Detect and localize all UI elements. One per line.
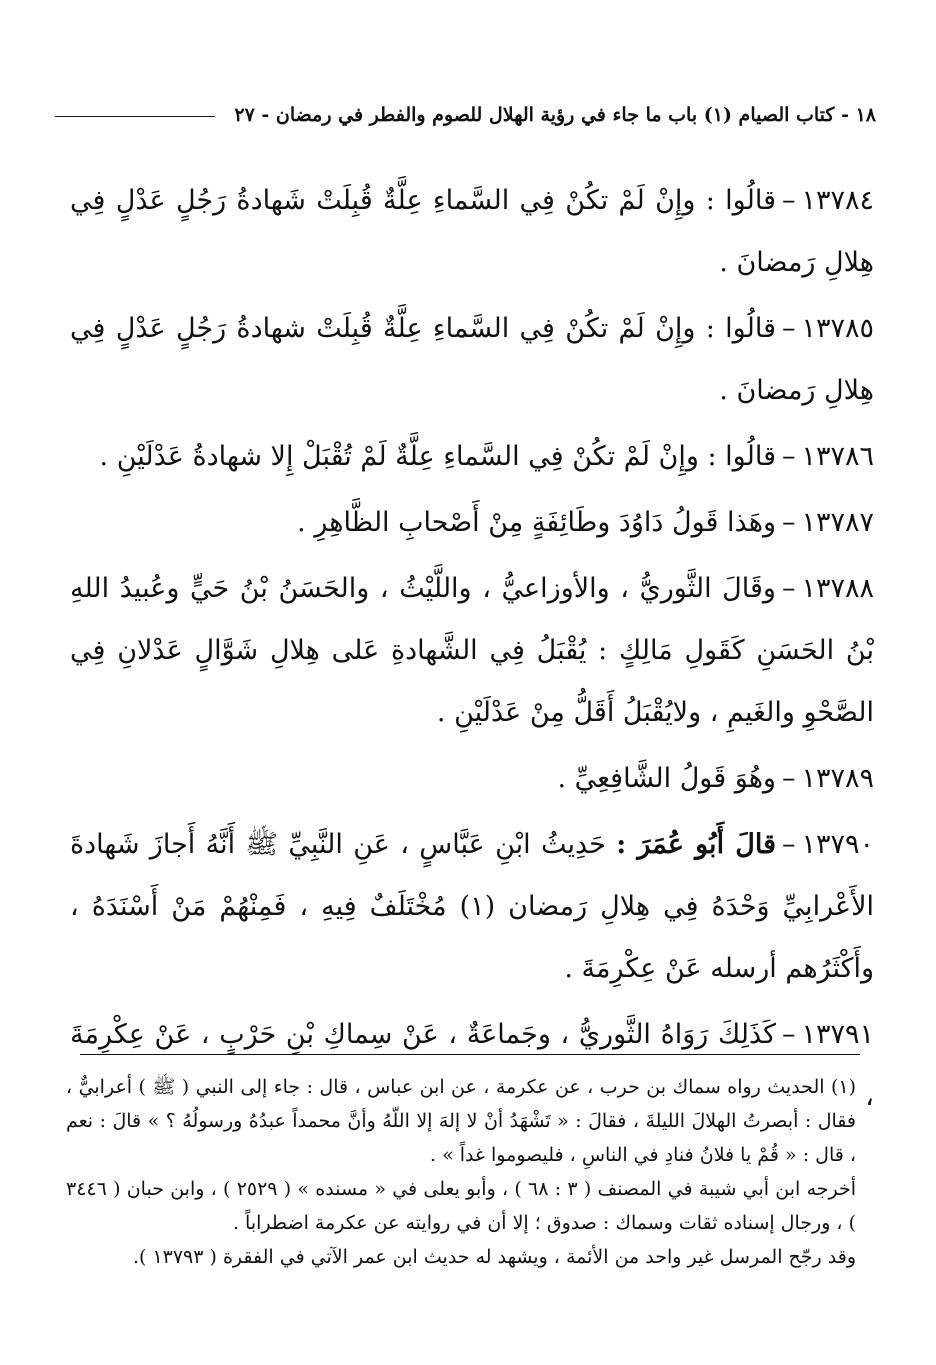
paragraph-number: ١٣٧٨٦ <box>801 441 874 472</box>
paragraph-text: كَذَلِكَ رَوَاهُ الثَّوريُّ ، وجَماعَةٌ ، عَنْ سِماكِ بْنِ حَرْبٍ ، عَنْ عِكْرِمَةَ ، <box>70 1019 874 1112</box>
paragraph-text: قالُوا : وإِنْ لَمْ تكُنْ فِي السَّماءِ عِلَّةٌ قُبِلَتْ شَهادةُ رَجُلٍ عَدْلٍ فِي هِلالِ رَمضانَ . <box>70 185 874 278</box>
footnote-note: وقد رجّح المرسل غير واحد من الأئمة ، ويشهد له حديث ابن عمر الآتي في الفقرة ( ١٣٧٩٣ ). <box>132 1246 856 1268</box>
paragraph-13784 <box>70 170 874 294</box>
paragraph-number: ١٣٧٩٠ <box>801 829 874 860</box>
paragraph-13786 <box>70 426 874 488</box>
footnote-divider <box>80 1054 860 1055</box>
paragraph-13788 <box>70 558 874 744</box>
paragraph-number: ١٣٧٨٧ <box>801 507 874 538</box>
paragraph-number: ١٣٧٨٤ <box>801 185 874 216</box>
running-header <box>55 98 876 132</box>
header-rule <box>55 116 215 117</box>
paragraph-text: حَدِيثُ ابْنِ عَبَّاسٍ ، عَنِ النَّبِيِّ ﷺ أَنَّهُ أَجازَ شَهادةَ الأَعْرابِيِّ وَحْدَهُ فِي هِلالِ رَمضان (١) مُخْتَلَفٌ فِيهِ ، فَمِنْهُمْ مَنْ أَسْنَدَهُ ، وأَكْثَرُهم أرسله عَنْ عِكْرِمَةَ . <box>70 829 874 984</box>
footnote-1: (١) الحديث رواه سماك بن حرب ، عن عكرمة ، عن ابن عباس ، قال : جاء إلى النبي ( ﷺ ) أعرابيٌّ ، فقال : أبصرتُ الهلالَ الليلةَ ، فقالَ : « تَشْهَدُ أنْ لا إلهَ إلا اللّهُ وأنَّ محمداً عبدُهُ ورسولُهُ ؟ » قالَ : نعم ، قال : « قُمْ يا فلانُ فنادِ في الناسِ ، فليصوموا غداً » . <box>66 1076 856 1166</box>
dash: – <box>781 829 796 860</box>
paragraph-number: ١٣٧٨٨ <box>801 573 874 604</box>
paragraph-13785 <box>70 298 874 422</box>
dash: – <box>781 313 796 344</box>
paragraph-number: ١٣٧٩١ <box>801 1019 874 1050</box>
paragraph-13787 <box>70 492 874 554</box>
header-text: ١٨ - كتاب الصيام (١) باب ما جاء في رؤية الهلال للصوم والفطر في رمضان - ٢٧ <box>234 104 876 126</box>
paragraph-13790 <box>70 814 874 1000</box>
dash: – <box>781 441 796 472</box>
paragraph-text: وهَذا قَولُ دَاوُدَ وطَائِفَةٍ مِنْ أَصْحابِ الظَّاهِرِ . <box>297 507 776 538</box>
dash: – <box>781 507 796 538</box>
paragraph-13789 <box>70 748 874 810</box>
paragraph-text: قالُوا : وإِنْ لَمْ تكُنْ فِي السَّماءِ عِلَّةٌ قُبِلَتْ شهادةُ رَجُلٍ عَدْلٍ فِي هِلالِ رَمضانَ . <box>70 313 874 406</box>
footnote-source: أخرجه ابن أبي شيبة في المصنف ( ٣ : ٦٨ ) ، وأبو يعلى في « مسنده » ( ٢٥٢٩ ) ، وابن حبان ( ٣٤٤٦ ) ، ورجال إسناده ثقات وسماك : صدوق ؛ إلا أن في روايته عن عكرمة اضطراباً . <box>66 1178 857 1234</box>
main-text <box>70 170 874 1132</box>
paragraph-text: قالُوا : وإِنْ لَمْ تكُنْ فِي السَّماءِ عِلَّةٌ لَمْ تُقْبَلْ إِلا شهادةُ عَدْلَيْنِ . <box>99 441 776 472</box>
paragraph-text: وقَالَ الثَّوريُّ ، والأوزاعيُّ ، واللَّيْثُ ، والحَسَنُ بْنُ حَيٍّ وعُبيدُ اللهِ بْنُ الحَسَنِ كَقَولِ مَالِكٍ : يُقْبَلُ فِي الشَّهادةِ عَلى هِلالِ شَوَّالٍ عَدْلانِ فِي الصَّحْوِ والغَيمِ ، ولايُقْبَلُ أَقَلُّ مِنْ عَدْلَيْنِ . <box>70 573 874 728</box>
dash: – <box>781 763 796 794</box>
dash: – <box>781 573 796 604</box>
paragraph-number: ١٣٧٨٥ <box>801 313 874 344</box>
dash: – <box>781 185 796 216</box>
paragraph-number: ١٣٧٨٩ <box>801 763 874 794</box>
footnotes <box>66 1070 856 1274</box>
paragraph-text: وهُوَ قَولُ الشَّافِعِيِّ . <box>557 763 776 794</box>
speaker-lead: قالَ أَبُو عُمَرَ : <box>616 829 776 860</box>
dash: – <box>781 1019 796 1050</box>
